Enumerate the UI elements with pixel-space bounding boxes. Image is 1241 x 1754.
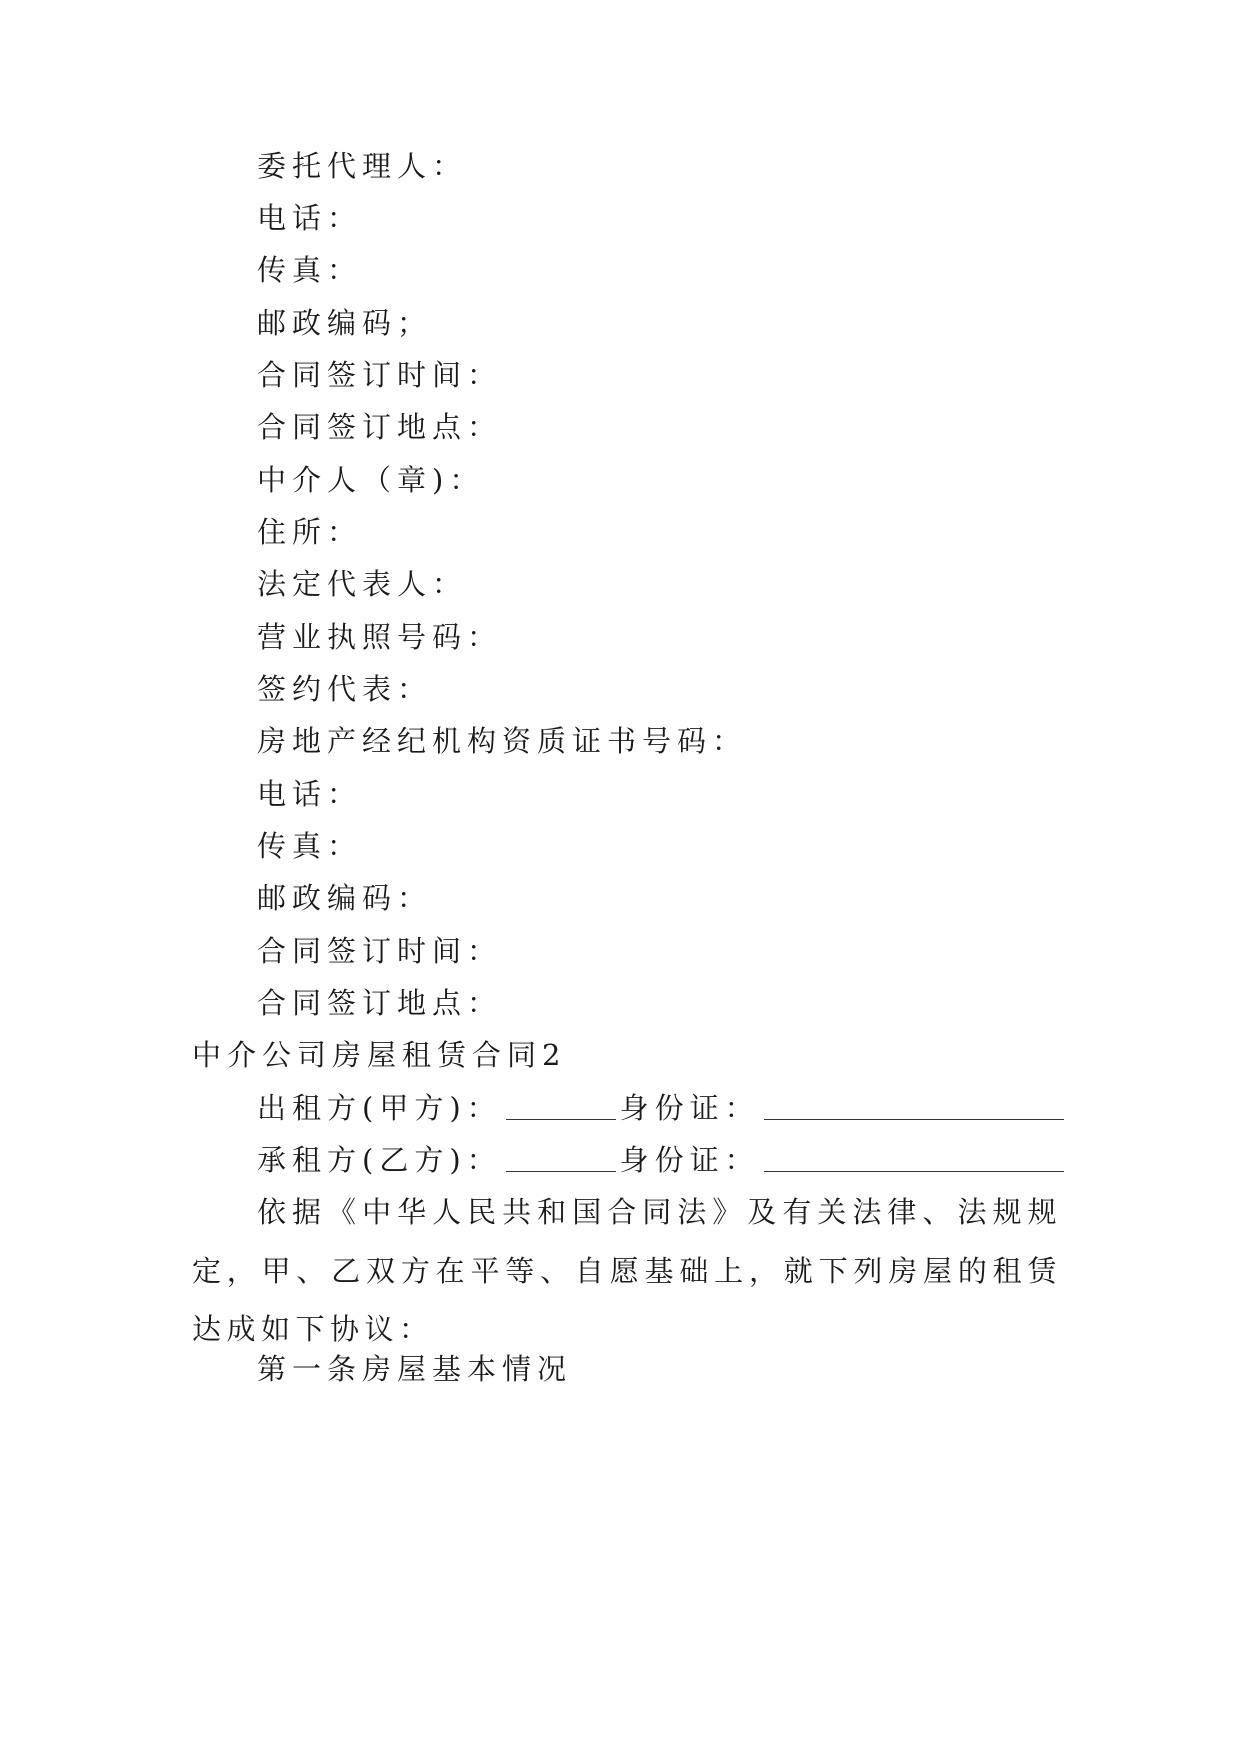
field-sign-place-2: 合同签订地点： (257, 986, 503, 1020)
lessor-id-label: 身份证： (619, 1091, 760, 1125)
field-phone: 电话： (257, 201, 363, 235)
field-phone-2: 电话： (257, 777, 363, 811)
article-1-title: 第一条房屋基本情况 (257, 1352, 573, 1386)
field-qualification-no: 房地产经纪机构资质证书号码： (257, 724, 748, 758)
field-sign-rep: 签约代表： (257, 672, 433, 706)
field-address: 住所： (257, 515, 363, 549)
lessee-id-label: 身份证： (619, 1143, 760, 1177)
field-sign-time: 合同签订时间： (257, 358, 503, 392)
lessor-line (257, 1088, 1068, 1128)
section-title: 中介公司房屋租赁合同2 (192, 1038, 567, 1072)
field-legal-rep: 法定代表人： (257, 567, 468, 601)
lessee-name-blank (506, 1143, 616, 1172)
lessee-id-blank (764, 1143, 1064, 1172)
field-fax: 传真： (257, 253, 363, 287)
lessor-name-blank (506, 1091, 616, 1120)
field-postcode-2: 邮政编码： (257, 881, 433, 915)
field-fax-2: 传真： (257, 829, 363, 863)
field-postcode: 邮政编码； (257, 306, 433, 340)
lessee-label: 承租方(乙方)： (257, 1143, 502, 1177)
field-intermediary: 中介人（章)： (257, 463, 485, 497)
lessor-id-blank (764, 1091, 1064, 1120)
field-license-no: 营业执照号码： (257, 620, 503, 654)
field-agent: 委托代理人： (257, 149, 468, 183)
intro-paragraph: 依据《中华人民共和国合同法》及有关法律、法规规定，甲、乙双方在平等、自愿基础上，就下列房屋的租赁达成如下协议： (192, 1195, 1062, 1346)
field-sign-time-2: 合同签订时间： (257, 934, 503, 968)
lessor-label: 出租方(甲方)： (257, 1091, 502, 1125)
lessee-line (257, 1140, 1068, 1180)
field-sign-place: 合同签订地点： (257, 410, 503, 444)
